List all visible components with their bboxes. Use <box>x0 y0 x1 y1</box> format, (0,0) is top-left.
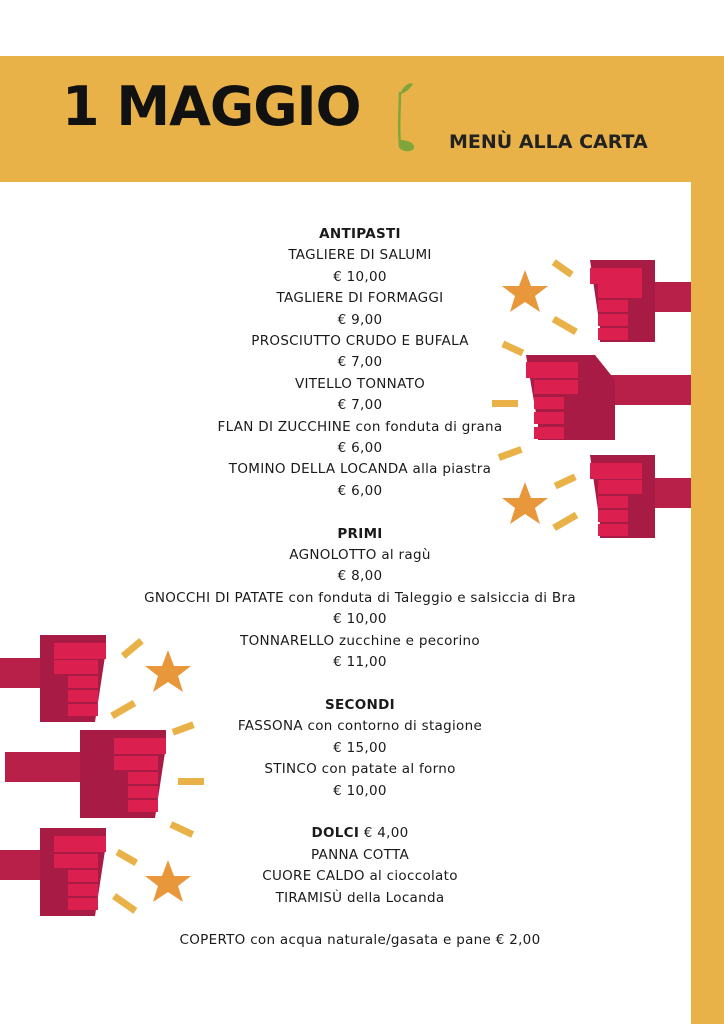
coperto-note: COPERTO con acqua naturale/gasata e pane € 2,00 <box>179 932 541 949</box>
menu-item-name: TONNARELLO zucchine e pecorino <box>240 632 480 649</box>
dessert-item: PANNA COTTA <box>310 846 410 863</box>
section-heading-dolci: DOLCI <box>311 825 360 842</box>
right-accent-bar <box>691 182 724 1024</box>
menu-item-price: € 6,00 <box>337 440 383 457</box>
menu-item-name: TOMINO DELLA LOCANDA alla piastra <box>228 461 492 478</box>
dessert-item: CUORE CALDO al cioccolato <box>262 868 458 885</box>
menu-item-price: € 15,00 <box>333 739 387 756</box>
menu-item-name: FASSONA con contorno di stagione <box>237 718 483 735</box>
menu-item-price: € 6,00 <box>337 482 383 499</box>
menu-item-price: € 10,00 <box>333 268 387 285</box>
menu-content <box>60 224 660 952</box>
menu-item-name: GNOCCHI DI PATATE con fonduta di Taleggio e salsiccia di Bra <box>144 589 576 606</box>
dessert-item: TIRAMISÙ della Locanda <box>275 889 445 906</box>
menu-item-price: € 8,00 <box>337 568 383 585</box>
menu-item-name: STINCO con patate al forno <box>264 761 456 778</box>
menu-item-price: € 9,00 <box>337 311 383 328</box>
menu-item-name: TAGLIERE DI FORMAGGI <box>276 290 444 307</box>
section-heading-secondi: SECONDI <box>325 696 395 713</box>
menu-item-price: € 10,00 <box>333 611 387 628</box>
section-heading-primi: PRIMI <box>337 525 383 542</box>
menu-item-price: € 10,00 <box>333 782 387 799</box>
sprout-icon <box>387 78 417 158</box>
menu-item-name: PROSCIUTTO CRUDO E BUFALA <box>251 333 469 350</box>
menu-item-name: AGNOLOTTO al ragù <box>289 547 431 564</box>
menu-item-name: TAGLIERE DI SALUMI <box>288 247 432 264</box>
page-subtitle: MENÙ ALLA CARTA <box>449 131 648 153</box>
menu-item-price: € 7,00 <box>337 354 383 371</box>
menu-item-name: FLAN DI ZUCCHINE con fonduta di grana <box>217 418 503 435</box>
page-title: 1 MAGGIO <box>62 75 361 138</box>
menu-item-name: VITELLO TONNATO <box>294 375 426 392</box>
section-heading-antipasti: ANTIPASTI <box>319 226 401 242</box>
section-heading-dolci-line <box>60 823 660 844</box>
dolci-price: € 4,00 <box>363 825 409 842</box>
menu-item-price: € 11,00 <box>333 654 387 671</box>
menu-item-price: € 7,00 <box>337 397 383 414</box>
